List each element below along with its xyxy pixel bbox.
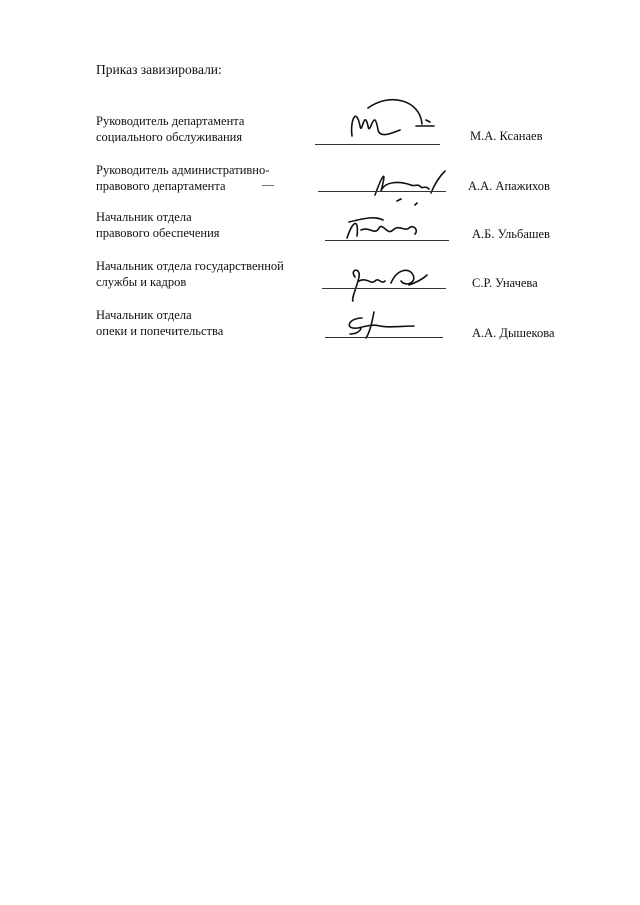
role-line: опеки и попечительства <box>96 323 224 338</box>
role-line: правового обеспечения <box>96 225 220 240</box>
dash-mark: — <box>262 177 274 191</box>
approver-role <box>96 259 284 290</box>
signature-icon <box>330 96 450 146</box>
approver-name: А.А. Апажихов <box>468 179 550 193</box>
role-line: Начальник отдела <box>96 308 192 322</box>
role-line: социального обслуживания <box>96 129 243 144</box>
approver-row <box>0 308 640 358</box>
approver-role <box>96 163 269 194</box>
signature-line <box>322 288 446 289</box>
approver-role <box>96 114 244 145</box>
approver-name: С.Р. Уначева <box>472 276 538 290</box>
signature-icon <box>355 163 455 208</box>
signature-icon <box>335 259 445 305</box>
approver-row <box>0 114 640 164</box>
approver-role <box>96 308 223 339</box>
role-line: Руководитель административно- <box>96 163 270 177</box>
signature-icon <box>335 210 445 248</box>
approver-name: М.А. Ксанаев <box>470 129 543 143</box>
role-line: Руководитель департамента <box>96 114 245 128</box>
role-line: Начальник отдела государственной <box>96 259 284 273</box>
signature-line <box>325 337 443 338</box>
signature-line <box>315 144 440 145</box>
role-line: Начальник отдела <box>96 210 192 224</box>
approver-row <box>0 163 640 213</box>
approver-row <box>0 210 640 260</box>
page-title: Приказ завизировали: <box>96 62 222 77</box>
approver-name: А.Б. Ульбашев <box>472 227 550 241</box>
role-line: службы и кадров <box>96 274 187 289</box>
approver-row <box>0 259 640 309</box>
role-line: правового департамента <box>96 178 226 193</box>
approver-role <box>96 210 220 241</box>
signature-line <box>318 191 446 192</box>
signature-line <box>325 240 449 241</box>
approver-name: А.А. Дышекова <box>472 326 555 340</box>
